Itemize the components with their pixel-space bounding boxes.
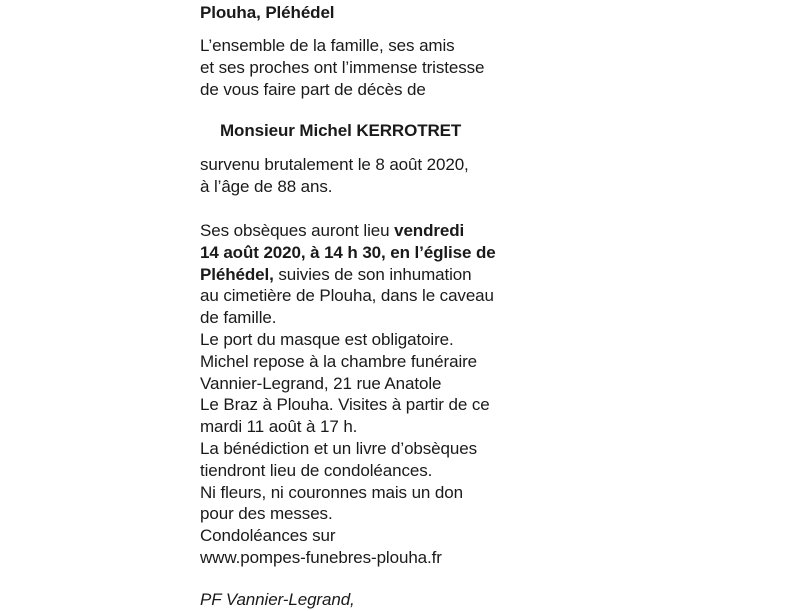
condolences-url: www.pompes-funebres-plouha.fr <box>200 547 442 567</box>
paragraph-gap <box>200 198 540 220</box>
funeral-line: La bénédiction et un livre d’obsèques <box>200 438 477 458</box>
funeral-line: Vannier-Legrand, 21 rue Anatole <box>200 373 442 393</box>
funeral-line: mardi 11 août à 17 h. <box>200 417 358 437</box>
funeral-line <box>200 220 540 242</box>
deceased-surname: KERROTRET <box>356 121 462 141</box>
death-paragraph <box>200 154 540 198</box>
death-line: survenu brutalement le 8 août 2020, <box>200 155 469 175</box>
funeral-line: Le Braz à Plouha. Visites à partir de ce <box>200 395 490 415</box>
funeral-line: Michel repose à la chambre funéraire <box>200 351 478 371</box>
deceased-name <box>220 121 540 141</box>
intro-line: de vous faire part de décès de <box>200 79 426 99</box>
funeral-line: Condoléances sur <box>200 526 336 546</box>
funeral-line: de famille. <box>200 308 277 328</box>
funeral-date-bold: vendredi <box>394 220 465 240</box>
funeral-text: suivies de son inhumation <box>273 264 472 284</box>
funeral-paragraph <box>200 220 540 569</box>
funeral-line: tiendront lieu de condoléances. <box>200 460 433 480</box>
funeral-line: Le port du masque est obligatoire. <box>200 329 454 349</box>
location-heading: Plouha, Pléhédel <box>200 3 335 22</box>
funeral-home-signature: PF Vannier-Legrand, <box>200 589 355 609</box>
funeral-line: pour des messes. <box>200 504 333 524</box>
funeral-line: Ni fleurs, ni couronnes mais un don <box>200 482 463 502</box>
funeral-line <box>200 264 540 286</box>
death-line: à l’âge de 88 ans. <box>200 177 333 197</box>
intro-line: L’ensemble de la famille, ses amis <box>200 36 455 55</box>
deceased-title: Monsieur Michel <box>220 121 357 141</box>
intro-paragraph <box>200 35 540 100</box>
funeral-line: au cimetière de Plouha, dans le caveau <box>200 286 494 306</box>
funeral-text: Ses obsèques auront lieu <box>200 220 395 240</box>
obituary-notice <box>200 0 540 611</box>
funeral-line-bold: 14 août 2020, à 14 h 30, en l’église de <box>200 242 496 262</box>
funeral-church-bold: Pléhédel, <box>200 264 274 284</box>
intro-line: et ses proches ont l’immense tristesse <box>200 57 485 77</box>
